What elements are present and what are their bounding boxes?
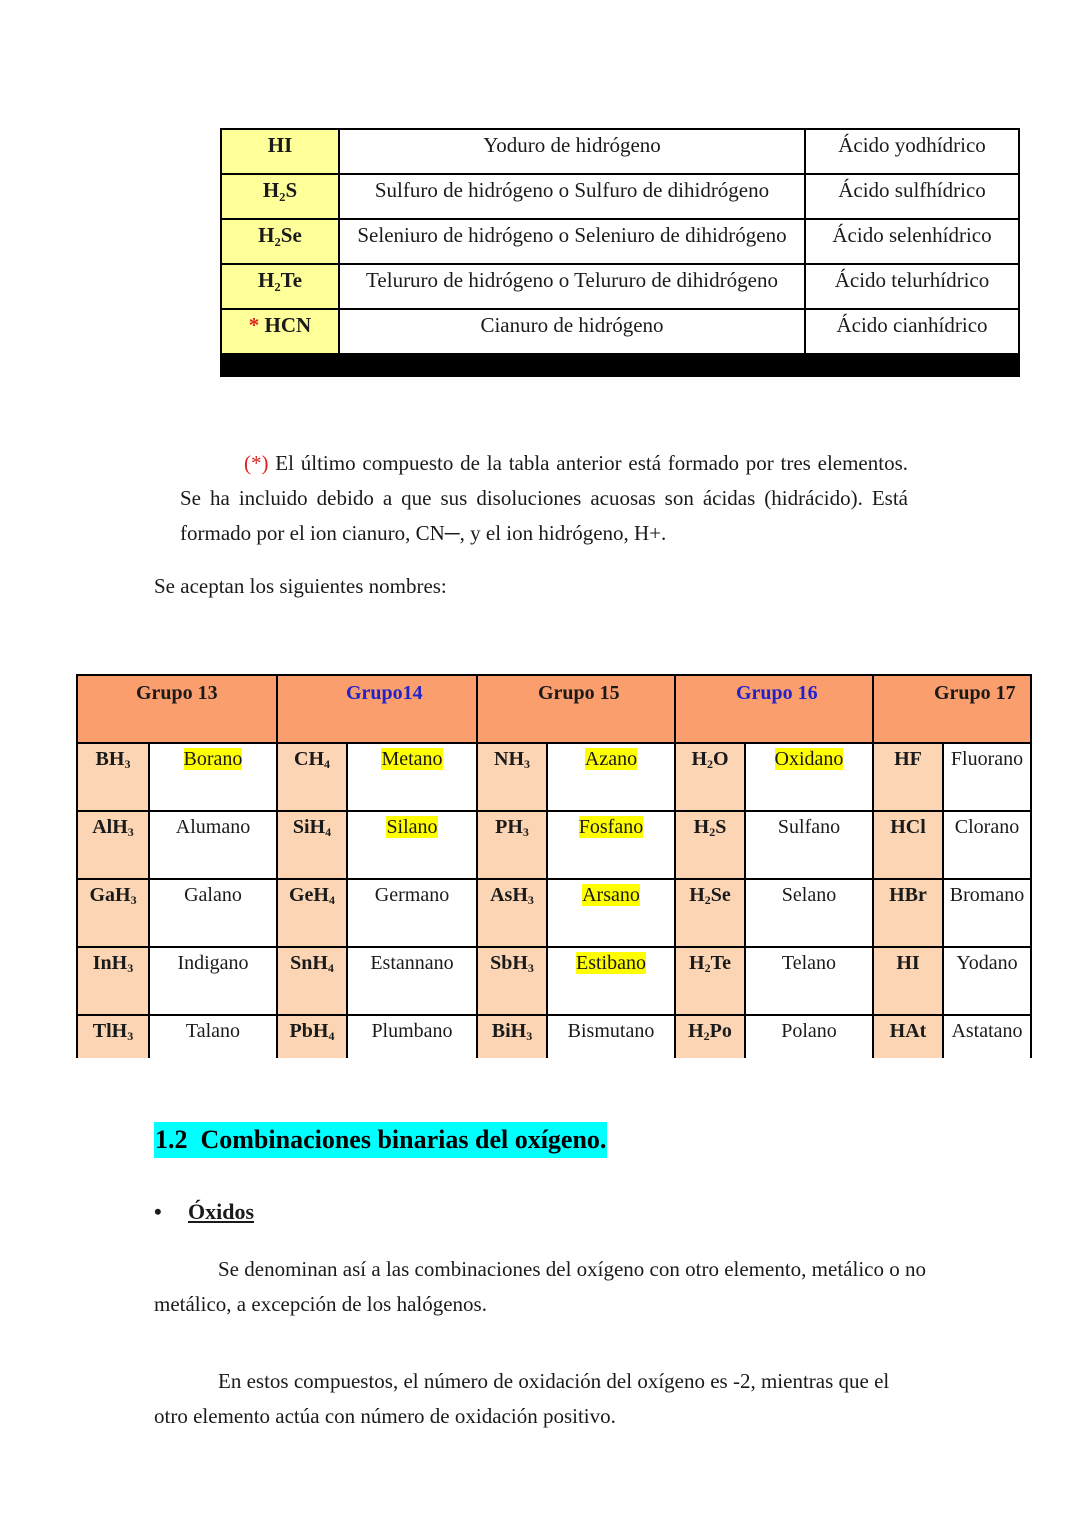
subscript: 4 xyxy=(329,893,335,907)
formula: H xyxy=(689,952,705,974)
formula: HAt xyxy=(889,1020,927,1042)
formula-cell xyxy=(77,1015,149,1058)
subscript: 2 xyxy=(704,893,711,907)
hydride-name: Germano xyxy=(374,884,450,906)
name-cell xyxy=(149,1015,277,1058)
table-row xyxy=(77,947,1031,1015)
hydride-name: Fluorano xyxy=(950,748,1024,770)
formula-cell xyxy=(277,743,347,811)
hydride-name: Borano xyxy=(183,748,243,770)
formula-cell xyxy=(277,811,347,879)
hydride-name: Bromano xyxy=(949,884,1025,906)
subscript: 2 xyxy=(703,1029,710,1043)
formula-cell xyxy=(277,947,347,1015)
formula: PH xyxy=(495,816,523,838)
acid-cell: Ácido yodhídrico xyxy=(805,129,1019,174)
formula: GeH xyxy=(289,884,329,906)
formula-cell xyxy=(675,1015,745,1058)
formula: CH xyxy=(294,748,324,770)
name-cell: Sulfuro de hidrógeno o Sulfuro de dihidrógeno xyxy=(339,174,805,219)
table-row xyxy=(221,219,1019,264)
bullet-label: Óxidos xyxy=(188,1199,255,1224)
note-marker: (*) xyxy=(244,451,269,475)
name-cell xyxy=(745,947,873,1015)
subscript: 3 xyxy=(526,1029,533,1043)
formula: NH xyxy=(494,748,524,770)
name-cell xyxy=(943,743,1031,811)
paragraph: Se denominan así a las combinaciones del oxígeno con otro elemento, metálico o no metálico, a excepción de los halógenos. xyxy=(154,1257,926,1316)
group-label: Grupo 13 xyxy=(136,682,218,704)
name-cell xyxy=(547,811,675,879)
name-cell xyxy=(347,1015,477,1058)
group-header-row xyxy=(77,675,1031,743)
formula: InH xyxy=(92,952,128,974)
formula: Se xyxy=(710,884,731,906)
formula-cell xyxy=(675,811,745,879)
subscript: 3 xyxy=(124,757,131,771)
formula: H xyxy=(688,1020,704,1042)
group-header xyxy=(873,675,1031,743)
formula-cell: H₂S xyxy=(221,174,339,219)
formula: SnH xyxy=(290,952,328,974)
formula: AlH xyxy=(92,816,128,838)
table-row xyxy=(221,309,1019,354)
section-number: 1.2 xyxy=(155,1125,188,1154)
name-cell xyxy=(149,811,277,879)
formula: BiH xyxy=(491,1020,527,1042)
name-cell xyxy=(943,947,1031,1015)
acid-cell: Ácido cianhídrico xyxy=(805,309,1019,354)
formula: TlH xyxy=(92,1020,128,1042)
formula-cell xyxy=(477,879,547,947)
formula: HI xyxy=(896,952,920,974)
formula-cell: HI xyxy=(221,129,339,174)
formula-cell xyxy=(77,743,149,811)
hydride-name: Estannano xyxy=(370,952,454,974)
group-header xyxy=(675,675,873,743)
table-row xyxy=(221,264,1019,309)
hydride-name: Metano xyxy=(381,748,443,770)
group-label: Grupo14 xyxy=(346,682,423,704)
subscript: 4 xyxy=(325,825,332,839)
formula: O xyxy=(713,748,729,770)
group-header xyxy=(277,675,477,743)
subscript: 2 xyxy=(704,961,711,975)
name-cell xyxy=(943,879,1031,947)
group-label: Grupo 17 xyxy=(934,682,1016,704)
bullet-item xyxy=(154,1197,254,1227)
formula: HF xyxy=(894,748,922,770)
formula-cell xyxy=(77,947,149,1015)
hydride-name: Azano xyxy=(584,748,638,770)
hydride-name: Sulfano xyxy=(777,816,841,838)
formula: BH xyxy=(95,748,125,770)
table-row xyxy=(77,879,1031,947)
formula-cell xyxy=(675,743,745,811)
hydride-name: Fosfano xyxy=(578,816,644,838)
formula: SbH xyxy=(490,952,528,974)
formula: H xyxy=(691,748,707,770)
name-cell xyxy=(745,743,873,811)
formula: SiH xyxy=(292,816,326,838)
hydride-name: Indigano xyxy=(177,952,249,974)
hydride-name: Silano xyxy=(386,816,438,838)
hydride-name: Estibano xyxy=(576,952,646,974)
formula-text: HCN xyxy=(264,313,312,337)
hydride-name: Alumano xyxy=(175,816,251,838)
table-row xyxy=(221,129,1019,174)
name-cell: Yoduro de hidrógeno xyxy=(339,129,805,174)
hydride-name: Yodano xyxy=(956,952,1018,974)
name-cell xyxy=(149,743,277,811)
formula-cell xyxy=(477,743,547,811)
formula: H xyxy=(693,816,710,838)
formula: PbH xyxy=(289,1020,329,1042)
formula-cell xyxy=(77,879,149,947)
formula: S xyxy=(715,816,727,838)
acid-cell: Ácido selenhídrico xyxy=(805,219,1019,264)
hydride-name: Selano xyxy=(781,884,837,906)
hydride-name: Telano xyxy=(781,952,837,974)
name-cell xyxy=(149,879,277,947)
subscript: 4 xyxy=(328,1029,335,1043)
formula: AsH xyxy=(490,884,528,906)
subscript: 2 xyxy=(707,757,713,771)
section-heading xyxy=(154,1122,607,1158)
name-cell xyxy=(745,879,873,947)
hydride-name: Galano xyxy=(184,884,242,906)
name-cell xyxy=(745,811,873,879)
asterisk-mark: * xyxy=(248,313,260,337)
hydride-name: Arsano xyxy=(582,884,640,906)
formula-cell xyxy=(873,743,943,811)
hydride-name: Plumbano xyxy=(371,1020,453,1042)
note-text: El último compuesto de la tabla anterior está formado por tres elementos. Se ha incluido debido a que sus disoluciones acuosas son ácidas (hidrácido). Está formado por el ion cianuro, CN─, y el ion hidrógeno, H+. xyxy=(180,451,909,545)
subscript: 3 xyxy=(527,961,534,975)
subscript: 3 xyxy=(524,757,530,771)
formula-cell xyxy=(873,879,943,947)
formula-cell xyxy=(675,879,745,947)
formula-cell xyxy=(277,1015,347,1058)
group-header xyxy=(77,675,277,743)
subscript: 3 xyxy=(127,1029,134,1043)
hydride-name: Astatano xyxy=(951,1020,1023,1042)
name-cell: Cianuro de hidrógeno xyxy=(339,309,805,354)
paragraph: En estos compuestos, el número de oxidación del oxígeno es -2, mientras que el otro elemento actúa con número de oxidación positivo. xyxy=(154,1369,890,1428)
acid-cell: Ácido sulfhídrico xyxy=(805,174,1019,219)
hydracid-table xyxy=(220,128,1020,377)
hydride-name: Oxidano xyxy=(774,748,844,770)
name-cell xyxy=(149,947,277,1015)
name-cell xyxy=(745,1015,873,1058)
acid-cell: Ácido telurhídrico xyxy=(805,264,1019,309)
group-label: Grupo 15 xyxy=(538,682,620,704)
formula-cell xyxy=(873,811,943,879)
subscript: 3 xyxy=(130,893,137,907)
subscript: 3 xyxy=(127,825,134,839)
hydride-name: Talano xyxy=(185,1020,241,1042)
formula-cell xyxy=(221,309,339,354)
formula-cell xyxy=(873,1015,943,1058)
table-row xyxy=(77,1015,1031,1058)
hydride-names-table xyxy=(76,674,1032,1058)
hydride-name: Bismutano xyxy=(567,1020,655,1042)
formula: GaH xyxy=(89,884,131,906)
group-label: Grupo 16 xyxy=(736,682,818,704)
formula: Te xyxy=(710,952,731,974)
formula-cell xyxy=(477,811,547,879)
formula-cell xyxy=(873,947,943,1015)
formula-cell: H₂Te xyxy=(221,264,339,309)
name-cell xyxy=(547,743,675,811)
formula: Po xyxy=(709,1020,732,1042)
section-title: Combinaciones binarias del oxígeno. xyxy=(200,1125,607,1154)
hydride-name: Clorano xyxy=(954,816,1020,838)
table-row xyxy=(221,174,1019,219)
name-cell: Seleniuro de hidrógeno o Seleniuro de dihidrógeno xyxy=(339,219,805,264)
hydride-name: Polano xyxy=(781,1020,837,1042)
table-row xyxy=(77,743,1031,811)
subscript: 3 xyxy=(527,893,534,907)
name-cell xyxy=(347,879,477,947)
note-paragraph xyxy=(180,446,908,551)
subscript: 4 xyxy=(324,757,330,771)
subscript: 3 xyxy=(522,825,529,839)
table-row xyxy=(77,811,1031,879)
formula-cell xyxy=(277,879,347,947)
name-cell xyxy=(347,947,477,1015)
formula-cell xyxy=(675,947,745,1015)
name-cell: Telururo de hidrógeno o Telururo de dihidrógeno xyxy=(339,264,805,309)
formula-cell xyxy=(477,1015,547,1058)
formula-cell xyxy=(77,811,149,879)
table-bottom-bar xyxy=(221,354,1019,376)
name-cell xyxy=(943,811,1031,879)
name-cell xyxy=(547,947,675,1015)
bullet-icon: • xyxy=(154,1199,162,1224)
formula: HBr xyxy=(889,884,927,906)
name-cell xyxy=(943,1015,1031,1058)
name-cell xyxy=(347,743,477,811)
formula: H xyxy=(689,884,705,906)
formula: HCl xyxy=(890,816,926,838)
name-cell xyxy=(547,1015,675,1058)
formula-cell: H₂Se xyxy=(221,219,339,264)
group-header xyxy=(477,675,675,743)
name-cell xyxy=(547,879,675,947)
formula-cell xyxy=(477,947,547,1015)
subscript: 2 xyxy=(709,825,716,839)
subscript: 3 xyxy=(127,961,134,975)
name-cell xyxy=(347,811,477,879)
subscript: 4 xyxy=(327,961,334,975)
accepted-names-text: Se aceptan los siguientes nombres: xyxy=(154,574,447,598)
